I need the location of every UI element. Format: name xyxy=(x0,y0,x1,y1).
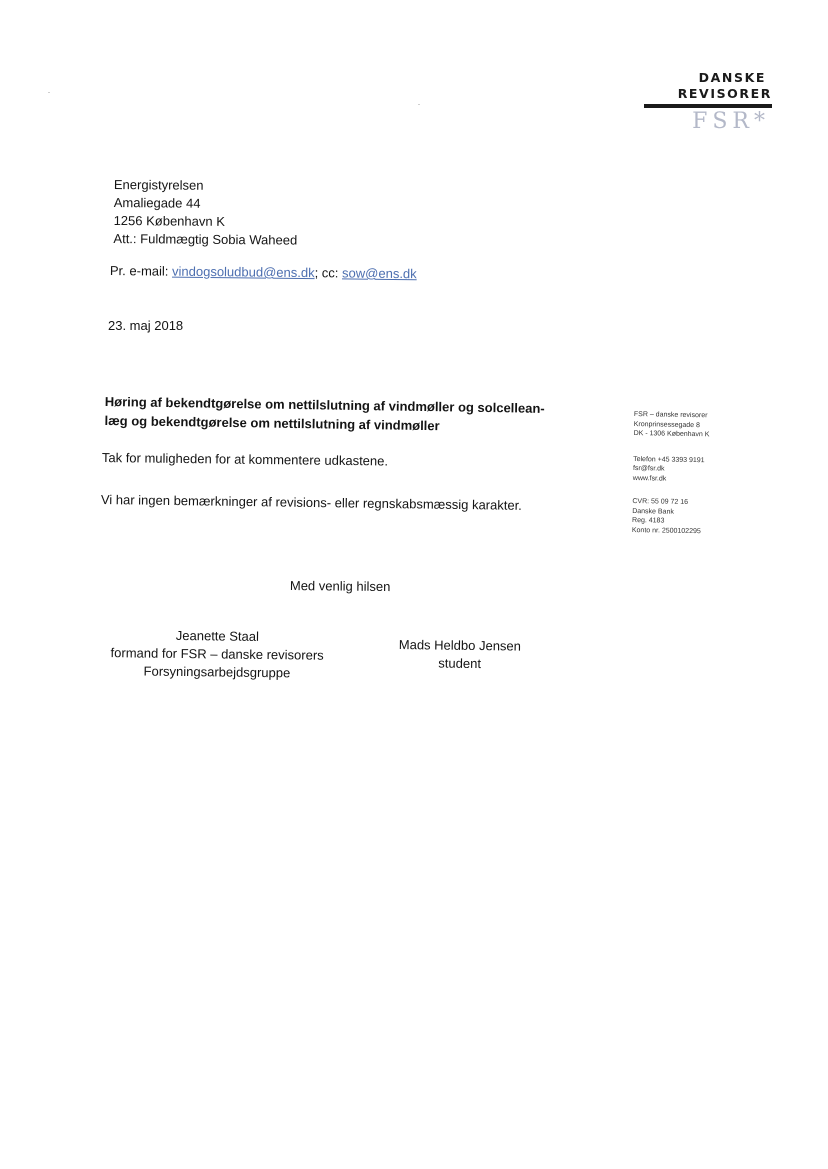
address-line-org: Energistyrelsen xyxy=(113,176,204,193)
signatory-left-title-1: formand for FSR – danske revisorers xyxy=(110,645,324,663)
letter-subject xyxy=(104,392,595,438)
sidebar-account: Konto nr. 2500102295 xyxy=(631,526,701,535)
sidebar-web: www.fsr.dk xyxy=(632,474,667,483)
signatory-left-title-2: Forsyningsarbejdsgruppe xyxy=(143,663,291,681)
subject-line-1: Høring af bekendtgørelse om nettilslutning af vindmøller og solcellean- xyxy=(104,393,545,416)
email-line xyxy=(110,263,417,281)
email-link-primary[interactable]: vindogsoludbud@ens.dk xyxy=(171,263,315,281)
logo-text-revisorer: REVISORER xyxy=(677,86,772,101)
email-separator: ; cc: xyxy=(314,265,339,281)
signatory-left-name: Jeanette Staal xyxy=(175,627,260,644)
signatory-left xyxy=(99,626,335,683)
scan-speck xyxy=(48,92,50,93)
recipient-address xyxy=(113,176,297,250)
body-paragraph-2: Vi har ingen bemærkninger af revisions- eller regnskabsmæssig karakter. xyxy=(100,492,522,513)
signatory-right-name: Mads Heldbo Jensen xyxy=(398,637,522,654)
signatory-right xyxy=(395,636,525,674)
sidebar-org: FSR – danske revisorer xyxy=(633,410,708,420)
address-line-attention: Att.: Fuldmægtig Sobia Waheed xyxy=(113,230,298,248)
address-line-street: Amaliegade 44 xyxy=(113,194,201,211)
sender-contact-sidebar xyxy=(632,410,710,536)
email-link-cc[interactable]: sow@ens.dk xyxy=(342,265,417,282)
sidebar-bank: Danske Bank xyxy=(632,507,674,516)
sidebar-cvr: CVR: 55 09 72 16 xyxy=(632,497,689,506)
sidebar-email: fsr@fsr.dk xyxy=(632,464,665,473)
signatory-right-title: student xyxy=(438,655,482,672)
scan-speck xyxy=(418,104,420,105)
email-prefix: Pr. e-mail: xyxy=(109,263,169,279)
sidebar-spacer xyxy=(633,438,709,455)
body-paragraph-1: Tak for muligheden for at kommentere udkastene. xyxy=(101,450,389,469)
sidebar-street: Kronprinsessegade 8 xyxy=(633,420,700,429)
closing-salutation: Med venlig hilsen xyxy=(289,578,391,595)
sidebar-phone: Telefon +45 3393 9191 xyxy=(633,455,705,464)
subject-line-2: læg og bekendtgørelse om nettilslutning af vindmøller xyxy=(104,412,440,434)
logo-mark-fsr: FSR* xyxy=(692,109,770,134)
sidebar-reg: Reg. 4183 xyxy=(632,516,665,525)
logo-text-danske: DANSKE xyxy=(698,70,766,85)
letter-date: 23. maj 2018 xyxy=(108,318,184,333)
logo-bar xyxy=(644,104,772,108)
sidebar-spacer xyxy=(632,483,708,498)
fsr-logo xyxy=(637,70,772,134)
sidebar-city: DK - 1306 København K xyxy=(633,429,710,439)
address-line-city: 1256 København K xyxy=(113,212,225,229)
